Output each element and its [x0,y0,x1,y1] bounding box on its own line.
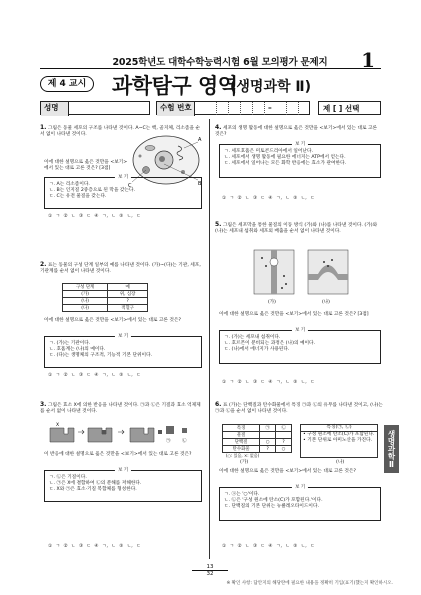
table-cell: ? [260,446,276,453]
bogi-title: 보 기 [292,327,308,333]
table-note: (○: 있음, ×: 없음) [226,453,260,458]
question-1-ask: 이에 대한 설명으로 옳은 것만을 <보기>에서 있는 대로 고른 것은? [3점] [44,160,128,172]
name-field[interactable] [40,101,150,115]
q4-answer-options[interactable]: ① ㄱ ② ㄴ ③ ㄷ ④ ㄱ, ㄴ ⑤ ㄴ, ㄷ [222,196,315,201]
table-row [63,305,148,312]
question-6 [215,402,383,415]
name-label: 성명 [41,102,69,116]
question-number: 6. [215,401,222,408]
footer-notice: ※ 확인 사항: 답안지의 해당란에 필요한 내용을 정확히 기입(표기)했는지 확인하시오. [226,581,393,586]
table-cell: 위, 심장 [108,291,148,298]
q3-answer-options[interactable]: ① ㄱ ② ㄴ ③ ㄷ ④ ㄱ, ㄴ ⑤ ㄴ, ㄷ [48,544,141,549]
table-header: 예 [108,284,148,291]
question-text: 표 (가)는 단백질과 탄수화물에서 특징 ㉠과 ㉡의 유무를 나타낸 것이고, (나)는 ㉠과 ㉡을 순서 없이 나타낸 것이다. [215,403,383,415]
digit-cell [231,102,241,115]
question-2-ask: 이에 대한 설명으로 옳은 것만을 <보기>에서 있는 대로 고른 것은? [44,318,181,323]
table-label-na: (나) [336,460,345,465]
question-number: 1. [40,124,47,131]
q2-table [62,283,148,312]
bogi-title: 보 기 [115,174,131,180]
bogi-item: ㄴ. ㉠은 X에 결합하여 ㉡의 분해를 저해한다. [49,481,142,487]
bogi-item: ㄱ. (가)는 기관이다. [49,341,91,346]
current-page: 13 [192,564,228,571]
exam-title: 2025학년도 대학수학능력시험 6월 모의평가 문제지 [112,57,328,68]
bogi-title: 보 기 [115,333,131,339]
bogi-item: ㄷ. X와 ㉠은 효소·기질 복합체를 형성한다. [49,487,137,493]
bogi-title: 보 기 [292,141,308,147]
bogi-item: ㄷ. (다)는 생명체의 구조적, 기능적 기본 단위이다. [49,353,153,359]
bogi-item: ㄴ. 호흡계는 (나)의 예이다. [49,347,106,353]
q3-bogi-box [44,470,202,502]
figure-label-ga: (가) [268,300,276,305]
bogi-item: ㄷ. (나)에서 에너지가 사용된다. [224,347,290,353]
candidate-info-row [40,101,381,115]
question-text: 그림은 동물 세포의 구조를 나타낸 것이다. A~C는 핵, 골지체, 리소좀을 순서 없이 나타낸 것이다. [40,126,201,138]
subject-title: 과학탐구 영역 [112,74,238,98]
period-badge: 제 4 교시 [40,76,94,92]
table-cell: ○ [276,446,292,453]
question-6-ask: 이에 대한 설명으로 옳은 것만을 <보기>에서 있는 대로 고른 것은? [219,469,356,474]
page-number: 1 [361,48,375,72]
bogi-title: 보 기 [115,467,131,473]
subject-subtitle: (생명과학 Ⅱ) [230,79,311,95]
feature-item: • 기본 단위로 아미노산을 가진다. [303,438,373,444]
digit-cell [277,102,287,115]
table-row [63,298,148,305]
question-text: 그림은 세포막을 통한 물질의 이동 방식 (가)와 (나)를 나타낸 것이다. (가)와 (나)는 세포내 섭취와 세포외 배출을 순서 없이 나타낸 것이다. [215,223,378,235]
bogi-item: ㄱ. 세포호흡은 미토콘드리아에서 일어난다. [224,149,313,154]
q6-table [222,424,292,453]
digit-cell [255,102,265,115]
question-number: 4. [215,124,222,131]
cell-label-c: C [128,183,132,188]
question-text: 표는 동물의 구성 단계 일부의 예를 나타낸 것이다. (가)~(다)는 기관, 세포, 기관계를 순서 없이 나타낸 것이다. [40,263,201,275]
bogi-title: 보 기 [292,484,308,490]
table-cell: ? [276,439,292,446]
q6-features-box [300,424,378,458]
question-5-ask: 이에 대한 설명으로 옳은 것만을 <보기>에서 있는 대로 고른 것은? [3점] [219,312,369,317]
question-3 [40,402,204,415]
exam-number-label: 수험 번호 [157,102,195,116]
substrate-label-2: ㉡ [182,439,187,444]
question-5 [215,222,383,235]
table-cell: 적혈구 [108,305,148,312]
table-cell: (나) [63,298,108,305]
bogi-item: ㄴ. 세포에서 생명 활동에 필요한 에너지는 ATP에서 얻는다. [224,155,346,161]
bogi-item: ㄴ. ㉡은 '구성 원소에 탄소(C)가 포함된다.'이다. [224,498,323,504]
digit-cell [219,102,229,115]
features-title: 특징(㉠, ㉡) [301,425,377,432]
bogi-item: ㄷ. 단백질의 기본 단위는 뉴클레오타이드이다. [224,504,319,510]
bogi-item: ㄱ. A는 리소좀이다. [49,182,90,187]
question-3-ask: 이 반응에 대한 설명으로 옳은 것만을 <보기>에서 있는 대로 고른 것은? [44,452,192,457]
table-row [223,432,292,439]
bogi-item: ㄱ. ㉡은 기질이다. [49,475,87,480]
table-cell [260,432,276,439]
total-pages: 32 [206,571,214,577]
table-cell: ○ [260,439,276,446]
choice-label: 제 [ ] 선택 [323,104,360,113]
q2-bogi-box [44,336,202,368]
q4-bogi-box [219,144,381,178]
question-number: 2. [40,261,47,268]
table-cell: (가) [63,291,108,298]
figure-label-na: (나) [322,300,330,305]
header-divider [40,68,381,69]
subject-side-tab: 생명과학Ⅱ [384,425,399,473]
cell-label-a: A [198,137,202,143]
digit-cell [207,102,217,115]
table-row [63,291,148,298]
bogi-item: ㄱ. ⓐ는 '○'이다. [224,492,260,497]
table-cell: ? [108,298,148,305]
table-cell: 단백질 [223,439,260,446]
number-dash: – [268,103,272,112]
bogi-item: ㄷ. C는 유전 물질을 갖는다. [49,194,107,200]
choice-field[interactable] [318,101,381,115]
table-header: 특징 [223,425,260,432]
q5-answer-options[interactable]: ① ㄱ ② ㄴ ③ ㄷ ④ ㄱ, ㄴ ⑤ ㄴ, ㄷ [222,380,315,385]
cell-label-b: B [198,181,202,187]
q2-answer-options[interactable]: ① ㄱ ② ㄴ ③ ㄷ ④ ㄱ, ㄴ ⑤ ㄴ, ㄷ [48,373,141,378]
table-cell: 탄수화물 [223,446,260,453]
feature-item: • 구성 원소에 탄소(C)가 포함된다. [303,432,375,438]
bogi-item: ㄴ. B는 인지질 2중층으로 된 막을 갖는다. [49,188,136,194]
column-divider [209,119,210,559]
enzyme-reaction-figure [46,420,202,446]
question-text: 그림은 효소 X에 의한 반응을 나타낸 것이다. ㉠과 ㉡은 기질과 효소 억제제를 순서 없이 나타낸 것이다. [40,403,201,415]
q1-answer-options[interactable]: ① ㄱ ② ㄴ ③ ㄷ ④ ㄱ, ㄴ ⑤ ㄴ, ㄷ [48,214,141,219]
question-number: 3. [40,401,47,408]
q6-answer-options[interactable]: ① ㄱ ② ㄴ ③ ㄷ ④ ㄱ, ㄴ ⑤ ㄴ, ㄷ [222,544,315,549]
table-header: ㉡ [276,425,292,432]
enzyme-label-x: X [56,423,60,428]
table-row [223,446,292,453]
table-header: 구성 단계 [63,284,108,291]
digit-cell [243,102,253,115]
question-text: 세포의 생명 활동에 대한 설명으로 옳은 것만을 <보기>에서 있는 대로 고른 것은? [215,126,378,138]
page-counter [192,564,228,577]
question-2 [40,262,204,275]
table-cell: (다) [63,305,108,312]
question-4 [215,125,383,138]
q5-bogi-box [219,330,381,364]
q6-bogi-box [219,487,381,521]
table-label-ga: (가) [240,460,249,465]
q1-bogi-box [44,177,202,209]
bogi-item: ㄱ. (가)는 세포내 섭취이다. [224,335,281,340]
digit-cell [289,102,299,115]
table-header: ㉠ [260,425,276,432]
table-cell: 물질 [223,432,260,439]
table-row [223,439,292,446]
bogi-item: ㄷ. 세포에서 일어나는 모든 화학 반응에는 효소가 관여한다. [224,161,347,167]
question-number: 5. [215,221,222,228]
bogi-item: ㄴ. 호르몬이 분비되는 과정은 (나)의 예이다. [224,341,316,347]
exam-number-field[interactable] [156,101,310,115]
table-cell [276,432,292,439]
substrate-label-1: ㉠ [166,439,171,444]
membrane-transport-figure [252,248,352,306]
